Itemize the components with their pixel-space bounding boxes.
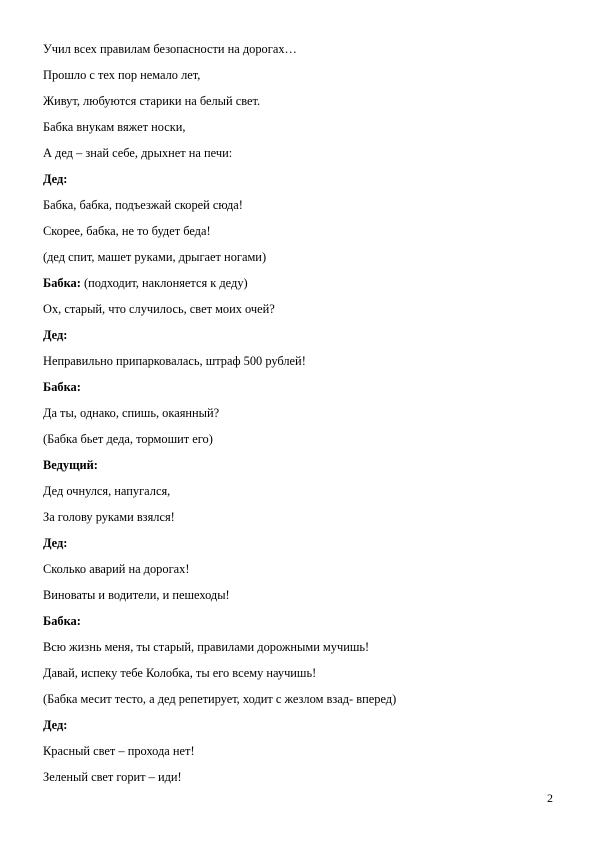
text-line: Живут, любуются старики на белый свет. <box>43 94 261 108</box>
stage-direction: (подходит, наклоняется к деду) <box>83 276 248 290</box>
text-line: За голову руками взялся! <box>43 510 175 524</box>
text-line: Виноваты и водители, и пешеходы! <box>43 588 230 602</box>
script-text <box>43 36 563 790</box>
speaker-label: Бабка: <box>43 380 81 394</box>
text-line: Неправильно припарковалась, штраф 500 рублей! <box>43 354 306 368</box>
speaker-label: Дед: <box>43 328 68 342</box>
text-line: Зеленый свет горит – иди! <box>43 770 182 784</box>
page-number: 2 <box>547 791 553 805</box>
text-line: Красный свет – прохода нет! <box>43 744 195 758</box>
speaker-line <box>43 270 563 296</box>
text-line: Ох, старый, что случилось, свет моих очей? <box>43 302 275 316</box>
speaker-label: Дед: <box>43 536 68 550</box>
text-line: Скорее, бабка, не то будет беда! <box>43 224 211 238</box>
speaker-label: Ведущий: <box>43 458 98 472</box>
text-line: Прошло с тех пор немало лет, <box>43 68 201 82</box>
speaker-label: Бабка: <box>43 614 81 628</box>
text-line: Учил всех правилам безопасности на дорогах… <box>43 42 297 56</box>
speaker-label: Бабка: <box>43 276 81 290</box>
text-line: Дед очнулся, напугался, <box>43 484 171 498</box>
stage-direction: (Бабка месит тесто, а дед репетирует, ходит с жезлом взад- вперед) <box>43 692 397 706</box>
text-line: Бабка внукам вяжет носки, <box>43 120 186 134</box>
text-line: Всю жизнь меня, ты старый, правилами дорожными мучишь! <box>43 640 370 654</box>
speaker-label: Дед: <box>43 718 68 732</box>
text-line: Да ты, однако, спишь, окаянный? <box>43 406 220 420</box>
stage-direction: (Бабка бьет деда, тормошит его) <box>43 432 213 446</box>
text-line: Сколько аварий на дорогах! <box>43 562 190 576</box>
text-line: А дед – знай себе, дрыхнет на печи: <box>43 146 233 160</box>
text-line: Бабка, бабка, подъезжай скорей сюда! <box>43 198 243 212</box>
stage-direction: (дед спит, машет руками, дрыгает ногами) <box>43 250 267 264</box>
text-line: Давай, испеку тебе Колобка, ты его всему научишь! <box>43 666 317 680</box>
speaker-label: Дед: <box>43 172 68 186</box>
